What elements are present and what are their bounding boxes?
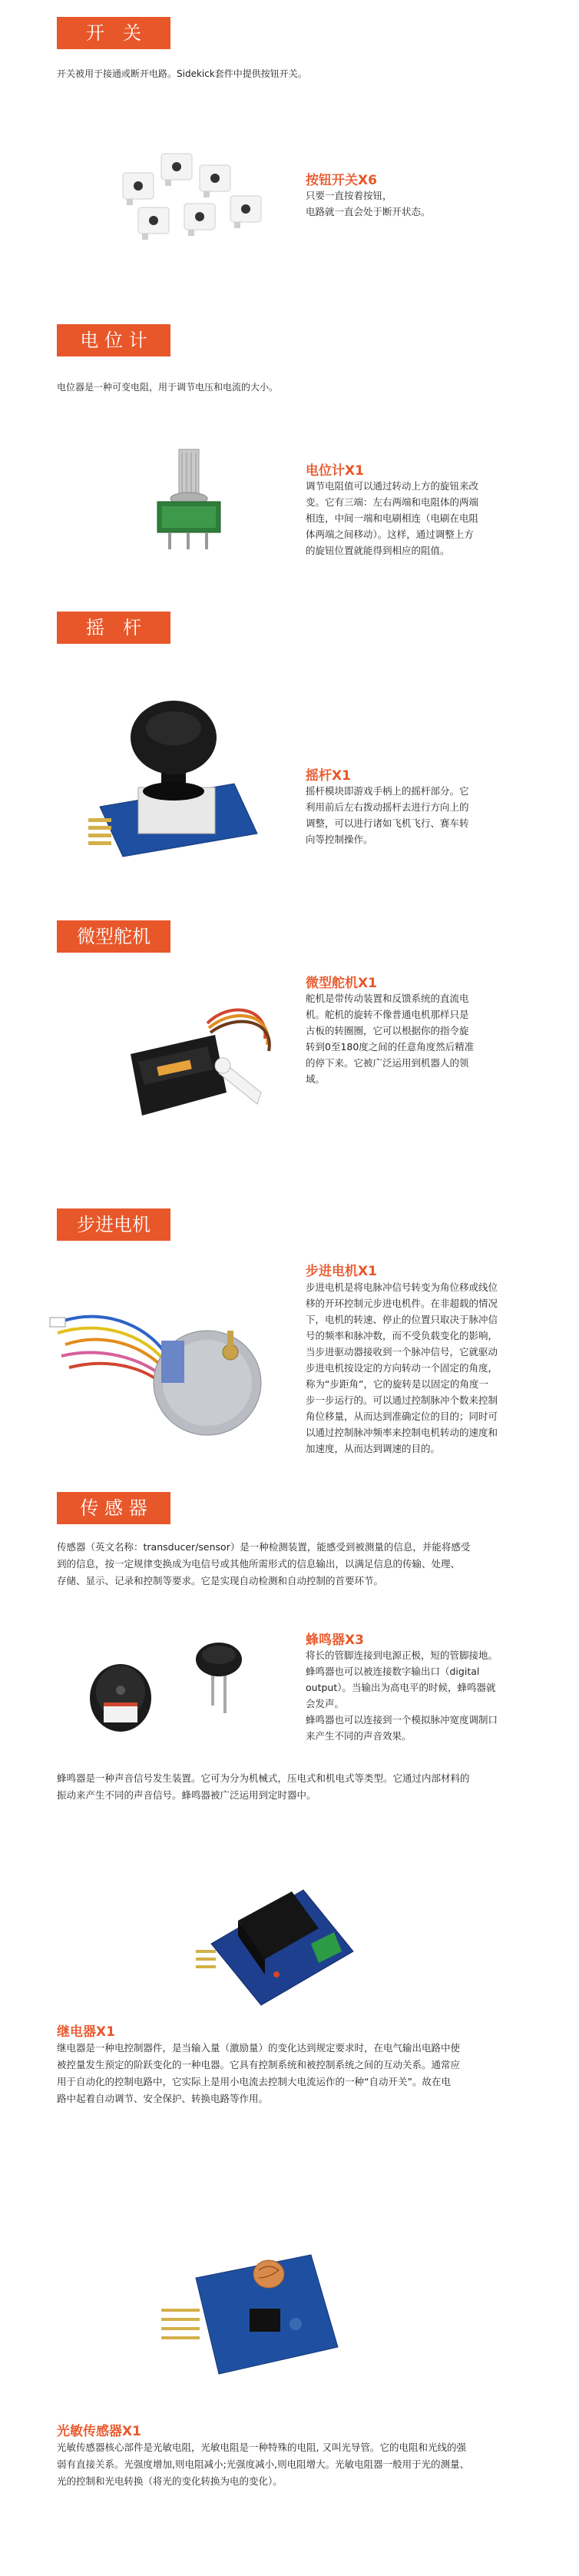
relay-desc: 继电器是一种电控制器件，是当输入量（激励量）的变化达到规定要求时，在电气输出电路中使 被控量发生预定的阶跃变化的一种电器。它具有控制系统和被控制系统之间的互动关系。通常应 用于自动化的控制电路中，它实际上是用小电流去控制大电流运作的一种“自动开关”。故在电 路中起着自动调节、安全保护、转换电路等作用。 [57, 2042, 461, 2104]
button-switch-desc: 只要一直按着按钮， 电路就一直会处于断开状态。 [306, 190, 431, 217]
relay-image [196, 1859, 372, 2013]
servo-image [115, 993, 284, 1146]
buzzer-image [81, 1629, 265, 1752]
stepper-desc: 步进电机是将电脉冲信号转变为角位移或线位 移的开环控制元步进电机件。在非超载的情况 下，电机的转速、停止的位置只取决于脉冲信 号的频率和脉冲数，而不受负载变化的影响， 当步进驱动器接收到一个脉冲信号，它就驱动 步进电机按设定的方向转动一个固定的角度， 称为“步距角”，它的旋转是以固定的角度一 步一步运行的。可以通过控制脉冲个数来控制 角位移量，从而达到准确定位的目的；同时可 以通过控制脉冲频率来控制电机转动的速度和 加速度，从而达到调速的目的。 [306, 1281, 498, 1454]
switch-intro: 开关被用于接通或断开电路。Sidekick套件中提供按钮开关。 [57, 68, 307, 79]
potentiometer-desc: 调节电阻值可以通过转动上方的旋钮来改 变。它有三端：左右两端和电阻体的两端 相连，中间一端和电刷相连（电刷在电阻 体两端之间移动）。这样，通过调整上方 的旋钮位置就能得到相应的阻值。 [306, 480, 479, 556]
light-sensor-desc: 光敏传感器核心部件是光敏电阻，光敏电阻是一种特殊的电阻, 又叫光导管。它的电阻和光线的强 弱有直接关系。光强度增加,则电阻减小;光强度减小,则电阻增大。光敏电阻器一般用于光的测量、 光的控制和光电转换（将光的变化转换为电的变化）。 [57, 2442, 470, 2487]
buzzer-desc: 将长的管脚连接到电源正极，短的管脚接地。 蜂鸣器也可以被连接数字输出口（digital output）。当输出为高电平的时候，蜂鸣器就 会发声。 蜂鸣器也可以连接到一个模拟脉冲宽度调制口 来产生不同的声音效果。 [306, 1649, 498, 1742]
section-heading-stepper: 步进电机 [57, 1208, 170, 1241]
section-heading-sensor: 传 感 器 [57, 1492, 170, 1524]
servo-desc: 舵机是带传动装置和反馈系统的直流电 机。舵机的旋转不像普通电机那样只是 古板的转圈圈，它可以根据你的指令旋 转到0至180度之间的任意角度然后精准 的停下来。它被广泛运用到机器人的领 域。 [306, 993, 475, 1085]
servo-title: 微型舵机X1 [306, 976, 377, 991]
section-heading-potentiometer: 电 位 计 [57, 324, 170, 356]
relay-title: 继电器X1 [57, 2024, 115, 2040]
button-switch-image [100, 131, 292, 261]
light-sensor-title: 光敏传感器X1 [57, 2424, 141, 2439]
sensor-intro: 传感器（英文名称：transducer/sensor）是一种检测装置，能感受到被测量的信息，并能将感受 到的信息，按一定规律变换成为电信号或其他所需形式的信息输出，以满足信息的传输、处理、 存储、显示、记录和控制等要求。它是实现自动检测和自动控制的首要环节。 [57, 1541, 471, 1586]
potentiometer-title: 电位计X1 [306, 463, 364, 479]
potentiometer-image [134, 442, 250, 557]
buzzer-note: 蜂鸣器是一种声音信号发生装置。它可为分为机械式，压电式和机电式等类型。它通过内部材料的 振动来产生不同的声音信号。蜂鸣器被广泛运用到定时器中。 [57, 1772, 470, 1801]
potentiometer-intro: 电位器是一种可变电阻，用于调节电压和电流的大小。 [57, 382, 279, 393]
section-heading-switch: 开 关 [57, 17, 170, 49]
joystick-image [84, 691, 273, 864]
section-heading-servo: 微型舵机 [57, 920, 170, 953]
joystick-title: 摇杆X1 [306, 768, 351, 784]
stepper-title: 步进电机X1 [306, 1264, 377, 1279]
buzzer-title: 蜂鸣器X3 [306, 1633, 364, 1648]
section-heading-joystick: 摇 杆 [57, 612, 170, 644]
stepper-image [46, 1275, 276, 1460]
light-sensor-image [157, 2232, 357, 2393]
button-switch-title: 按钮开关X6 [306, 173, 377, 188]
joystick-desc: 摇杆模块即游戏手柄上的摇杆部分。它 利用前后左右拨动摇杆去进行方向上的 调整，可以进行诸如飞机飞行、赛车转 向等控制操作。 [306, 785, 469, 845]
